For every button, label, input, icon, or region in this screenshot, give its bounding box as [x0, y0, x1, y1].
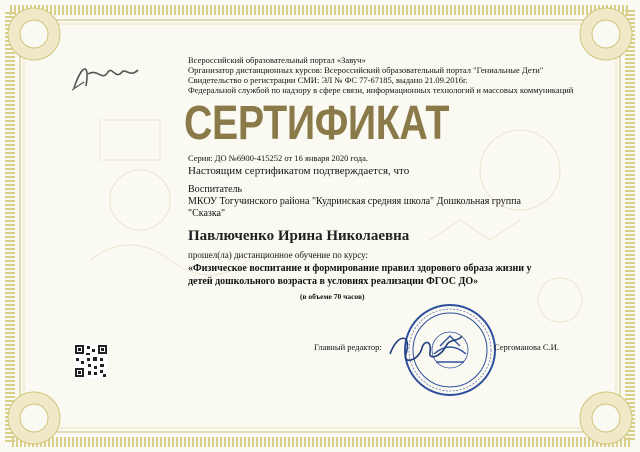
course-hours: (в объеме 70 часов): [300, 292, 365, 301]
certificate-title: СЕРТИФИКАТ: [184, 97, 450, 150]
header-organizer: Организатор дистанционных курсов: Всероссийский образовательный портал "Гениальные Дети": [188, 65, 544, 75]
header-portal-name: Всероссийский образовательный портал «Завуч»: [188, 55, 366, 65]
signature-icon: [384, 328, 468, 368]
recipient-organization-line2: "Сказка": [188, 208, 226, 219]
course-title-line2: детей дошкольного возраста в условиях реализации ФГОС ДО»: [188, 276, 479, 287]
recipient-organization-line1: МКОУ Тогучинского района "Кудринская средняя школа" Дошкольная группа: [188, 196, 521, 207]
header-registration: Свидетельство о регистрации СМИ: ЭЛ № ФС 77-67185, выдано 21.09.2016г.: [188, 75, 468, 85]
passed-text: прошел(ла) дистанционное обучение по курсу:: [188, 250, 369, 260]
signature-label: Главный редактор:: [314, 342, 382, 352]
zavuch-logo-icon: [68, 58, 148, 94]
confirm-text: Настоящим сертификатом подтверждается, что: [188, 165, 410, 177]
certificate-series: Серия: ДО №6900-415252 от 16 января 2020 года.: [188, 153, 369, 163]
qr-code-icon: [74, 344, 108, 378]
course-title-line1: «Физическое воспитание и формирование правил здорового образа жизни у: [188, 263, 532, 274]
recipient-name: Павлюченко Ирина Николаевна: [188, 228, 410, 244]
header-regulator: Федеральной службой по надзору в сфере связи, информационных технологий и массовых коммуникаций: [188, 85, 574, 95]
signature-name: Сергоманова С.И.: [494, 342, 559, 352]
recipient-position: Воспитатель: [188, 184, 243, 195]
